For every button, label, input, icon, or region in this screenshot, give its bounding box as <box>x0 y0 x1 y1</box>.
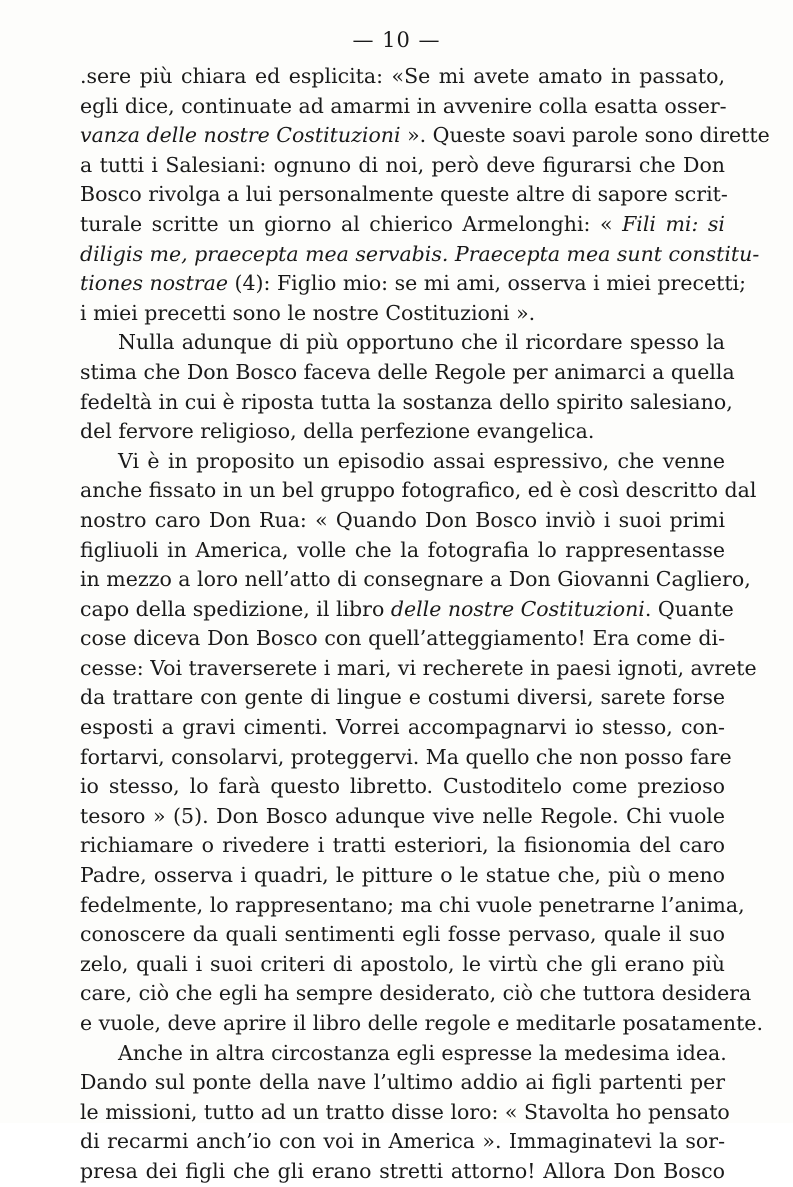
italic-text: Fili mi: si <box>622 211 725 236</box>
text-line <box>80 92 725 122</box>
text-run: .sere più chiara ed esplicita: «Se mi avete amato in passato, <box>80 64 725 88</box>
text-run: (4): Figlio mio: se mi ami, osserva i miei precetti; <box>227 271 747 296</box>
text-line <box>80 417 725 447</box>
text-line <box>80 861 725 891</box>
text-run: Anche in altra circostanza egli espresse la medesima idea. <box>118 1040 727 1065</box>
text-line <box>80 358 735 388</box>
text-line <box>80 536 725 566</box>
text-run: da trattare con gente di lingue e costumi diversi, sarete forse <box>80 685 725 710</box>
text-line <box>80 447 725 477</box>
text-run: Nulla adunque di più opportuno che il ricordare spesso la <box>118 330 725 355</box>
text-run: Bosco rivolga a lui personalmente queste altre di sapore scrit- <box>80 182 728 207</box>
text-line <box>80 240 760 270</box>
text-run: anche fissato in un bel gruppo fotografico, ed è così descritto dal <box>80 478 757 503</box>
text-run: Vi è in proposito un episodio assai espressivo, che venne <box>118 448 725 473</box>
text-run: fortarvi, consolarvi, proteggervi. Ma quello che non posso fare <box>80 744 732 769</box>
text-run: egli dice, continuate ad amarmi in avvenire colla esatta osser- <box>80 93 727 118</box>
text-line <box>80 180 728 210</box>
text-line <box>80 388 733 418</box>
text-line <box>80 743 732 773</box>
text-line <box>80 713 725 743</box>
text-run: presa dei figli che gli erano stretti attorno! Allora Don Bosco <box>80 1158 725 1183</box>
body-text <box>80 62 770 1187</box>
text-run: richiamare o rivedere i tratti esteriori, la fisionomia del caro <box>80 833 725 858</box>
text-line <box>80 299 725 329</box>
text-run: nostro caro Don Rua: « Quando Don Bosco inviò i suoi primi <box>80 507 725 532</box>
text-run: Padre, osserva i quadri, le pitture o le statue che, più o meno <box>80 863 725 888</box>
italic-text: diligis me, praecepta mea servabis. Praecepta mea sunt constitu- <box>80 241 760 266</box>
text-line <box>80 1068 725 1098</box>
text-line <box>80 1157 725 1187</box>
text-run: cose diceva Don Bosco con quell’atteggiamento! Era come di- <box>80 626 725 651</box>
text-line <box>80 654 757 684</box>
text-run: io stesso, lo farà questo libretto. Custoditelo come prezioso <box>80 774 725 799</box>
text-run: tesoro » (5). Don Bosco adunque vive nelle Regole. Chi vuole <box>80 803 725 828</box>
text-run: ». Queste soavi parole sono dirette <box>400 123 770 148</box>
text-line <box>80 920 725 950</box>
text-line <box>80 1039 725 1069</box>
text-run: fedelmente, lo rappresentano; ma chi vuole penetrarne l’anima, <box>80 892 745 917</box>
text-run: di recarmi anch’io con voi in America ». Immaginatevi la sor- <box>80 1129 725 1154</box>
text-line <box>80 121 770 151</box>
text-line <box>80 1098 730 1128</box>
text-run: i miei precetti sono le nostre Costituzioni ». <box>80 300 536 325</box>
text-run: del fervore religioso, della perfezione evangelica. <box>80 419 595 444</box>
italic-text: vanza delle nostre Costituzioni <box>80 123 401 148</box>
text-line <box>80 476 757 506</box>
text-line <box>80 1127 725 1157</box>
text-line <box>80 62 725 92</box>
text-run: in mezzo a loro nell’atto di consegnare a Don Giovanni Cagliero, <box>80 567 751 592</box>
text-run: zelo, quali i suoi criteri di apostolo, le virtù che gli erano più <box>80 951 725 976</box>
text-line <box>80 565 751 595</box>
italic-text: tiones nostrae <box>80 271 228 296</box>
text-line <box>80 595 734 625</box>
text-line <box>80 210 725 240</box>
text-run: conoscere da quali sentimenti egli fosse pervaso, quale il suo <box>80 922 725 947</box>
text-run: . Quante <box>644 596 734 621</box>
text-line <box>80 328 725 358</box>
text-line <box>80 950 725 980</box>
text-run: fedeltà in cui è riposta tutta la sostanza dello spirito salesiano, <box>80 389 733 414</box>
text-line <box>80 1009 763 1039</box>
text-run: care, ciò che egli ha sempre desiderato, ciò che tuttora desidera <box>80 981 752 1006</box>
text-run: turale scritte un giorno al chierico Armelonghi: « <box>80 211 623 236</box>
italic-text: delle nostre Costituzioni <box>390 596 645 621</box>
text-line <box>80 802 725 832</box>
text-line <box>80 891 745 921</box>
text-run: esposti a gravi cimenti. Vorrei accompagnarvi io stesso, con- <box>80 715 725 740</box>
text-line <box>80 269 747 299</box>
text-line <box>80 506 725 536</box>
text-line <box>80 831 725 861</box>
text-run: a tutti i Salesiani: ognuno di noi, però deve figurarsi che Don <box>80 152 725 177</box>
text-line <box>80 624 725 654</box>
text-run: le missioni, tutto ad un tratto disse loro: « Stavolta ho pensato <box>80 1099 730 1124</box>
text-run: Dando sul ponte della nave l’ultimo addio ai figli partenti per <box>80 1070 725 1095</box>
text-line <box>80 683 725 713</box>
text-line <box>80 772 725 802</box>
text-line <box>80 151 725 181</box>
text-run: cesse: Voi traverserete i mari, vi recherete in paesi ignoti, avrete <box>80 655 757 680</box>
text-run: figliuoli in America, volle che la fotografia lo rappresentasse <box>80 537 725 562</box>
text-run: e vuole, deve aprire il libro delle regole e meditarle posatamente. <box>80 1011 763 1035</box>
text-line <box>80 979 752 1009</box>
text-run: capo della spedizione, il libro <box>80 596 391 621</box>
page-number: — 10 — <box>352 28 441 52</box>
text-run: stima che Don Bosco faceva delle Regole per animarci a quella <box>80 359 735 384</box>
